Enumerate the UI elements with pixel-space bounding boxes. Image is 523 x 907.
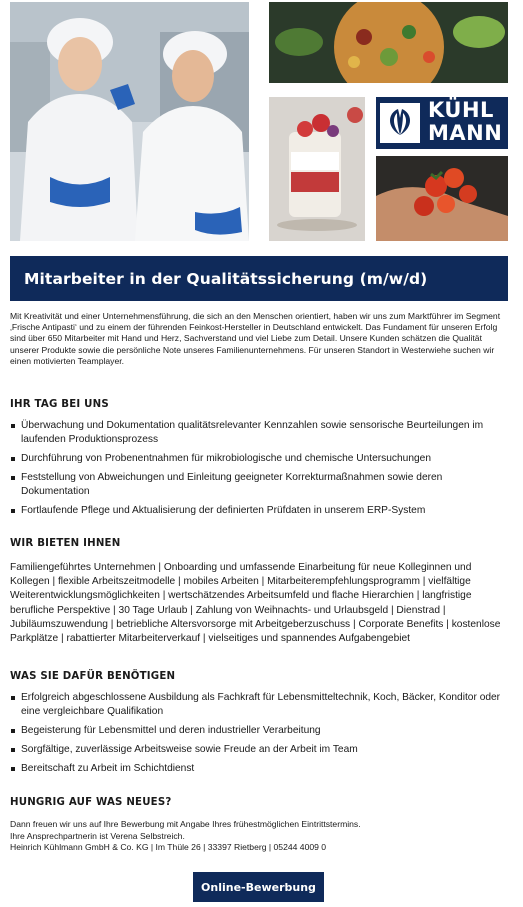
section-need-heading-wrap: [10, 671, 508, 682]
section-heading-contact: HUNGRIG AUF WAS NEUES?: [10, 797, 172, 808]
section-heading-requirements: WAS SIE DAFÜR BENÖTIGEN: [10, 671, 176, 682]
salad-photo: [269, 2, 508, 83]
logo-line-2: MANN: [428, 121, 503, 145]
intro-section: [10, 311, 508, 367]
benefits-text-wrap: [10, 561, 508, 646]
team-photo: [10, 2, 249, 241]
kuehlmann-logo: [376, 97, 508, 149]
tasks-list: [10, 419, 508, 523]
contact-person: Ihre Ansprechpartnerin ist Verena Selbstreich.: [10, 830, 185, 841]
section-tag-heading-wrap: [10, 399, 508, 410]
intro-text: Mit Kreativität und einer Unternehmensführung, die sich an den Menschen orientiert, haben wir uns zum Marktführer im Segment ‚Frische Antipasti‘ und zu einem der führenden Feinkost-Hersteller in Deutschland entwickelt. Das Fundament für unseren Erfolg sind über 650 Mitarbeiter mit Hand und Herz, Sachverstand und viel Liebe zum Detail. Unsere Kunden schätzen die Qualität unserer Produkte sowie die persönliche Note unseres Familienunternehmens. Für unseren Standort in Westerwiehe suchen wir einen motivierten Teamplayer.: [10, 311, 501, 366]
list-item: Fortlaufende Pflege und Aktualisierung der definierten Prüfdaten in unserem ERP-System: [10, 504, 508, 518]
company-address: Heinrich Kühlmann GmbH & Co. KG | Im Thüle 26 | 33397 Rietberg | 05244 4009 0: [10, 842, 327, 853]
closing-line: Dann freuen wir uns auf Ihre Bewerbung mit Angabe Ihres frühestmöglichen Eintrittstermins.: [10, 819, 361, 829]
section-heading-offer: WIR BIETEN IHNEN: [10, 538, 121, 549]
contact-block: [10, 819, 508, 854]
job-title-banner: [10, 256, 508, 301]
logo-line-1: KÜHL: [428, 98, 494, 122]
list-item: Bereitschaft zu Arbeit im Schichtdienst: [10, 762, 508, 776]
requirements-list: [10, 691, 508, 781]
section-offer-heading-wrap: [10, 538, 508, 549]
section-heading-tag: IHR TAG BEI UNS: [10, 399, 109, 410]
online-application-button[interactable]: Online-Bewerbung: [193, 872, 324, 902]
list-item: Überwachung und Dokumentation qualitätsrelevanter Kennzahlen sowie sensorische Beurteilungen im laufenden Produktionsprozess: [10, 419, 508, 447]
list-item: Sorgfältige, zuverlässige Arbeitsweise sowie Freude an der Arbeit im Team: [10, 743, 508, 757]
section-news-heading-wrap: [10, 797, 508, 808]
job-title: Mitarbeiter in der Qualitätssicherung (m/w/d): [24, 269, 428, 288]
dessert-photo: [269, 97, 365, 241]
list-item: Begeisterung für Lebensmittel und deren industrieller Verarbeitung: [10, 724, 508, 738]
list-item: Durchführung von Probenentnahmen für mikrobiologische und chemische Untersuchungen: [10, 452, 508, 466]
benefits-text: Familiengeführtes Unternehmen | Onboarding und umfassende Einarbeitung für neue Kolleginnen und Kollegen | flexible Arbeitszeitmodelle | mobiles Arbeiten | Mitarbeiterempfehlungsprogramm | vielfältige Weiterentwicklungsmöglichkeiten | wertschätzendes Arbeitsumfeld und flache Hierarchien | langfristige berufliche Perspektive | 30 Tage Urlaub | Zahlung von Weihnachts- und Urlaubsgeld | Dienstrad | Jubiläumszuwendung | betriebliche Altersvorsorge mit Arbeitgeberzuschuss | Corporate Benefits | kostenlose Parkplätze | rabattierter Mitarbeiterverkauf | vielseitiges und spannendes Aufgabengebiet: [10, 562, 501, 645]
list-item: Erfolgreich abgeschlossene Ausbildung als Fachkraft für Lebensmitteltechnik, Koch, Bäcker, Konditor oder eine vergleichbare Qualifikation: [10, 691, 508, 719]
tomato-photo: [376, 156, 508, 241]
list-item: Feststellung von Abweichungen und Einleitung geeigneter Korrekturmaßnahmen sowie deren Dokumentation: [10, 471, 508, 499]
